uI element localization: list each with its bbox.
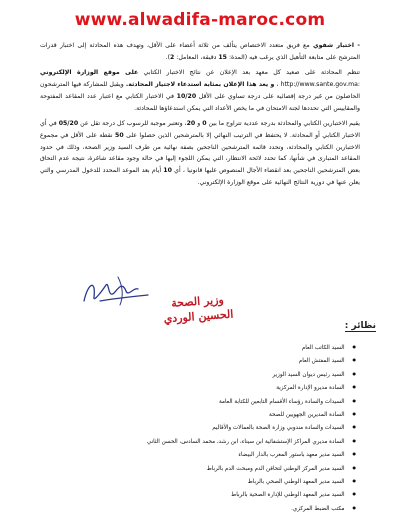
list-item: ● السيد رئيس ديوان السيد الوزير <box>38 367 356 380</box>
ministry-url[interactable]: :http://www.sante.gov.ma ، <box>274 81 361 89</box>
list-item: ● السيد الكاتب العام <box>38 340 356 353</box>
paragraph-interview: تنظم المحادثة على صعيد كل معهد بعد الإعلان عن نتائج الاختبار الكتابي على موقع الوزارة الإلكتروني :http://www.sante.gov.ma ، و يعد هذا الإعلان بمثابة استدعاء لاجتياز المحادثة. ويقبل للمشاركة فيها المترشحون الحاصلون من غير درجة إقصائية على درجة تساوي على الأقل 10/20 في الاختبار الكتابي مع اعتبار عدد المقاعد المفتوحة والمقاييس التي تحددها لجنة الامتحان في ما يخص الأعداد التي يمكن استدعاؤها للمحادثة. <box>40 69 361 112</box>
list-item: ● السيد المفتش العام <box>38 353 356 366</box>
list-item: ● السادة مديري المراكز الإستشفائية ابن سيناء، ابن رشد، محمد السادس، الحسن الثاني <box>38 434 356 447</box>
list-item: ● السيد مدير معهد باستور المغرب بالدار البيضاء <box>38 447 356 460</box>
watermark: www.alwadifa-maroc.com <box>74 10 326 30</box>
list-item: ● السيد مدير المعهد الوطني الصحي بالرباط <box>38 474 356 487</box>
distribution-list <box>38 340 356 514</box>
distribution-title: نظائر : <box>344 321 376 331</box>
letter-body <box>40 40 360 192</box>
list-item: ● السادة المديرين الجهويين للصحة <box>38 407 356 420</box>
handwritten-signature <box>78 271 168 311</box>
list-item: ● السيد مدير المركز الوطني لتحاقن الدم ومبحث الدم بالرباط <box>38 461 356 474</box>
list-item: ● السيد مدير المعهد الوطني للإدارة الصحية بالرباط <box>38 487 356 500</box>
paragraph-oral-exam: - اختبار شفوي مع فريق متعدد الاختصاص يتألف من ثلاثة أعضاء على الأقل، وتهدف هذه المحادثة إلى اختبار قدرات المترشح على متابعة التأهيل الذي يرغب فيه (المدة: 15 دقيقة، المعامل: 2). <box>40 42 361 61</box>
list-item: ● السيدات والسادة مندوبي وزارة الصحة بالعمالات والأقاليم <box>38 420 356 433</box>
list-item: ● مكتب الضبط المركزي. <box>38 501 356 514</box>
list-item: ● السادة مديرو الإدارة المركزية <box>38 380 356 393</box>
list-item: ● السيدات والسادة رؤساء الأقسام التابعين للكتابة العامة <box>38 394 356 407</box>
official-stamp: وزير الصحة الحسين الوردي <box>163 293 234 326</box>
paragraph-grading: يقيم الاختبارين الكتابي والمحادثة بدرجة عددية تتراوح ما بين 0 و 20، وتعتبر موجبة للرسوب كل درجة تقل عن 05/20 في أي الاختبار الكتابي أو المحادثة. لا يحتفظ في الترتيب النهائي إلا بالمترشحين الذين حصلوا على 50 نقطة على الأقل في مجموع الاختبارين الكتابي والمحادثة، وتحدد قائمة المترشحين الناجحين بصفة نهائية من طرف السيد وزير الصحة، وذلك في حدود المقاعد المتبارى في شأنها، كما تحدد لائحة الانتظار، التي يمكن اللجوء إليها في حالة وجود مقاعد شاغرة، نتيجة عدم التحاق بعض المترشحين الناجحين بعد انقضاء الأجال المنصوص عليها قانونيا ، أي 10 أيام بعد الموعد المحدد للدخول المدرسي والتي يعلن عنها في دورية النتائج النهائية على موقع الوزارة الإلكتروني. <box>40 120 361 186</box>
